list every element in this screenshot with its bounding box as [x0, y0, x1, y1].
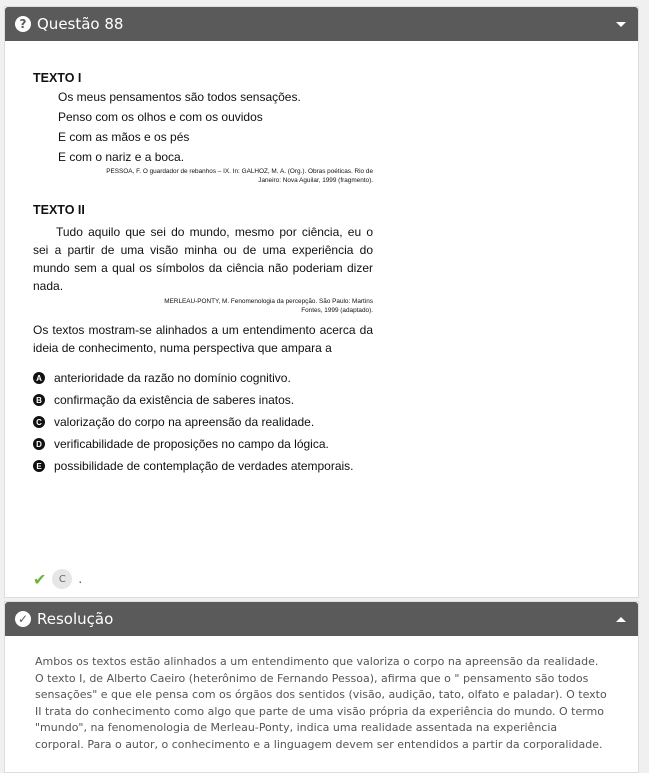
poem-line: Os meus pensamentos são todos sensações. — [58, 90, 301, 104]
question-title: Questão 88 — [37, 15, 124, 33]
answer-badge: C — [52, 569, 72, 589]
option-text: verificabilidade de proposições no campo da lógica. — [54, 437, 329, 451]
caret-up-icon[interactable] — [616, 617, 626, 622]
option-b — [33, 389, 373, 411]
answer-suffix: . — [78, 572, 83, 586]
resolution-header[interactable] — [5, 602, 638, 636]
texto2-paragraph: Tudo aquilo que sei do mundo, mesmo por ciência, eu o sei a partir de uma visão minha ou de uma experiência do mundo sem a qual os símbolos da ciência não poderiam dizer nada. — [33, 225, 373, 293]
caret-down-icon[interactable] — [616, 22, 626, 27]
option-text: possibilidade de contemplação de verdades atemporais. — [54, 459, 354, 473]
option-a — [33, 367, 373, 389]
question-header[interactable] — [5, 7, 638, 41]
resolution-text: Ambos os textos estão alinhados a um entendimento que valoriza o corpo na apreensão da realidade. O texto I, de Alberto Caeiro (heterônimo de Fernando Pessoa), afirma que o " pensamento são todos sensações" e que ele pensa com os órgãos dos sentidos (visão, audição, tato, olfato e paladar). O texto II trata do conhecimento como algo que parte de uma visão própria da experiência do mundo. O termo "mundo", na fenomenologia de Merleau-Ponty, indica uma realidade assentada na experiência corporal. Para o autor, o conhecimento e a linguagem devem ser entendidos a partir da corporalidade. — [35, 655, 607, 751]
option-letter: B — [33, 394, 45, 406]
question-panel — [4, 6, 639, 598]
poem-line: E com as mãos e os pés — [58, 130, 190, 144]
option-text: valorização do corpo na apreensão da realidade. — [54, 415, 315, 429]
option-letter: A — [33, 372, 45, 384]
question-stem: Os textos mostram-se alinhados a um entendimento acerca da ideia de conhecimento, numa perspectiva que ampara a — [33, 323, 373, 355]
question-circle-icon: ? — [15, 16, 31, 32]
option-text: anterioridade da razão no domínio cognitivo. — [54, 371, 291, 385]
option-d — [33, 433, 373, 455]
option-text: confirmação da existência de saberes inatos. — [54, 393, 295, 407]
checkmark-icon: ✔ — [33, 569, 47, 589]
texto1-citation: PESSOA, F. O guardador de rebanhos – IX. In: GALHOZ, M. A. (Org.). Obras poéticas. Rio de Janeiro: Nova Aguilar, 1999 (fragmento). — [106, 168, 373, 184]
check-circle-icon: ✓ — [15, 611, 31, 627]
texto1-heading: TEXTO I — [33, 71, 82, 85]
texto2-heading: TEXTO II — [33, 203, 85, 217]
answer-row — [33, 569, 82, 589]
question-body — [5, 41, 638, 597]
option-letter: C — [33, 416, 45, 428]
resolution-panel — [4, 601, 639, 773]
option-letter: E — [33, 460, 45, 472]
option-e — [33, 455, 373, 477]
poem-line: E com o nariz e a boca. — [58, 150, 185, 164]
resolution-title: Resolução — [37, 610, 114, 628]
poem-line: Penso com os olhos e com os ouvidos — [58, 110, 263, 124]
question-image — [33, 71, 373, 477]
texto2-citation: MERLEAU-PONTY, M. Fenomenologia da percepção. São Paulo: Martins Fontes, 1999 (adaptado). — [164, 298, 373, 314]
option-c — [33, 411, 373, 433]
option-letter: D — [33, 438, 45, 450]
